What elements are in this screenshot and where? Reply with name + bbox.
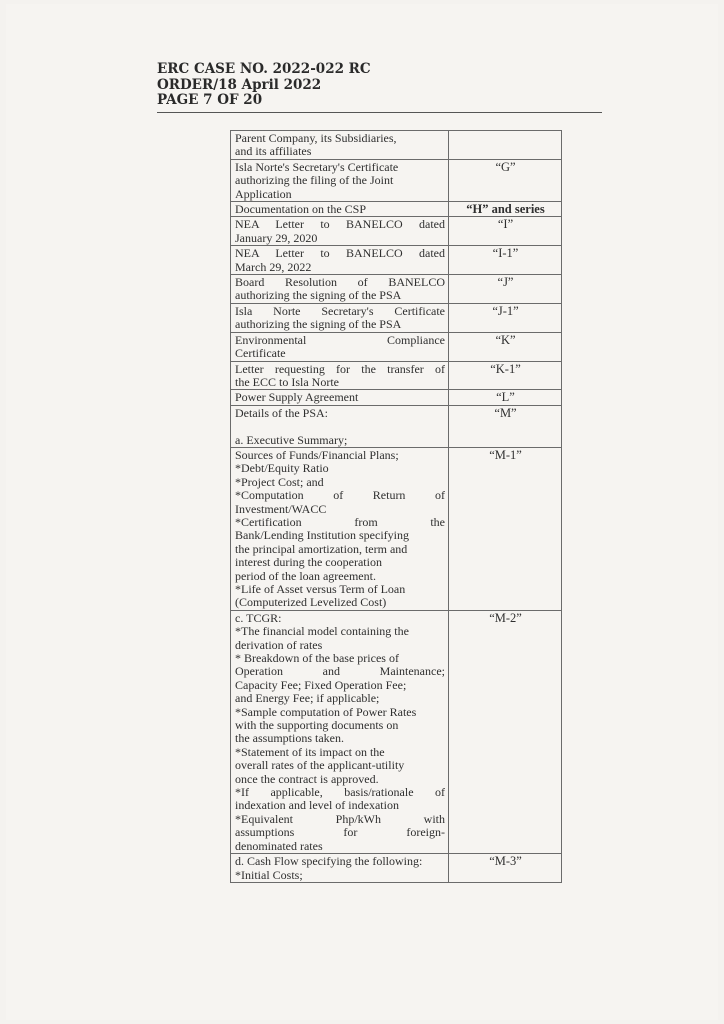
description-line: authorizing the filing of the Joint	[235, 173, 394, 188]
exhibit-label: “J”	[449, 275, 562, 304]
table-row	[231, 217, 562, 246]
exhibit-label: “L”	[449, 390, 562, 405]
row-description	[231, 275, 449, 304]
exhibit-label: “M-1”	[449, 447, 562, 610]
description-line: with the supporting documents on	[235, 718, 399, 733]
row-description	[231, 361, 449, 390]
description-line: *Debt/Equity Ratio	[235, 461, 329, 476]
description-line: Board Resolution of BANELCO	[235, 275, 445, 290]
exhibit-label: “I-1”	[449, 246, 562, 275]
description-line: *Certification from the	[235, 514, 445, 529]
description-line: indexation and level of indexation	[235, 798, 399, 813]
description-line: overall rates of the applicant-utility	[235, 758, 405, 773]
table-row	[231, 303, 562, 332]
row-description	[231, 303, 449, 332]
exhibit-label: “I”	[449, 217, 562, 246]
table-row	[231, 405, 562, 447]
table-row	[231, 361, 562, 390]
case-number: ERC CASE NO. 2022-022 RC	[157, 61, 371, 77]
table-row	[231, 275, 562, 304]
description-line: the assumptions taken.	[235, 731, 344, 746]
description-line: Investment/WACC	[235, 501, 327, 516]
description-line: *Project Cost; and	[235, 474, 324, 489]
table-row	[231, 447, 562, 610]
description-line	[235, 420, 445, 433]
description-line: *If applicable, basis/rationale of	[235, 785, 445, 800]
row-description	[231, 854, 449, 883]
description-line: Operation and Maintenance;	[235, 664, 445, 679]
description-line: NEA Letter to BANELCO dated	[235, 246, 445, 261]
page-number: PAGE 7 OF 20	[157, 92, 263, 108]
description-line: Power Supply Agreement	[235, 390, 359, 405]
description-line: *Equivalent Php/kWh with	[235, 811, 445, 826]
description-line: *The financial model containing the	[235, 624, 409, 639]
description-line: *Computation of Return of	[235, 488, 445, 503]
description-line: *Life of Asset versus Term of Loan	[235, 581, 406, 596]
header-rule	[157, 112, 602, 113]
description-line: Certificate	[235, 346, 286, 361]
exhibit-label: “M”	[449, 405, 562, 447]
description-line: Letter requesting for the transfer of	[235, 361, 445, 376]
description-line: NEA Letter to BANELCO dated	[235, 217, 445, 232]
description-line: period of the loan agreement.	[235, 568, 376, 583]
exhibit-label: “M-2”	[449, 610, 562, 853]
table-row	[231, 202, 562, 217]
row-description	[231, 332, 449, 361]
table-row	[231, 246, 562, 275]
exhibit-label: “J-1”	[449, 303, 562, 332]
description-line: denominated rates	[235, 838, 323, 853]
description-line: Isla Norte Secretary's Certificate	[235, 303, 445, 318]
table-row	[231, 390, 562, 405]
exhibit-label: “H” and series	[449, 202, 562, 217]
description-line: (Computerized Levelized Cost)	[235, 595, 387, 610]
description-line: derivation of rates	[235, 637, 323, 652]
description-line: Isla Norte's Secretary's Certificate	[235, 159, 399, 174]
description-line: * Breakdown of the base prices of	[235, 651, 399, 666]
description-line: d. Cash Flow specifying the following:	[235, 854, 423, 869]
table-row	[231, 610, 562, 853]
description-line: and Energy Fee; if applicable;	[235, 691, 380, 706]
description-line: the principal amortization, term and	[235, 541, 408, 556]
exhibit-label: “M-3”	[449, 854, 562, 883]
table-row	[231, 332, 562, 361]
table-row	[231, 854, 562, 883]
annex-table	[230, 130, 562, 883]
row-description	[231, 610, 449, 853]
row-description	[231, 217, 449, 246]
exhibit-label: “K”	[449, 332, 562, 361]
row-description	[231, 447, 449, 610]
exhibit-label	[449, 131, 562, 160]
description-line: Bank/Lending Institution specifying	[235, 528, 409, 543]
row-description	[231, 202, 449, 217]
description-line: authorizing the signing of the PSA	[235, 288, 402, 303]
description-line: the ECC to Isla Norte	[235, 374, 339, 389]
description-line: January 29, 2020	[235, 230, 318, 245]
exhibit-label: “K-1”	[449, 361, 562, 390]
description-line: *Initial Costs;	[235, 867, 303, 882]
row-description	[231, 131, 449, 160]
description-line: a. Executive Summary;	[235, 432, 348, 447]
description-line: Details of the PSA:	[235, 405, 328, 420]
description-line: authorizing the signing of the PSA	[235, 317, 402, 332]
description-line: c. TCGR:	[235, 610, 282, 625]
annex-table-body	[231, 131, 562, 883]
description-line: Parent Company, its Subsidiaries,	[235, 131, 397, 145]
order-date: ORDER/18 April 2022	[157, 76, 322, 93]
document-header	[157, 62, 371, 109]
row-description	[231, 390, 449, 405]
table-row	[231, 131, 562, 160]
description-line: Application	[235, 186, 292, 201]
description-line: March 29, 2022	[235, 259, 312, 274]
table-row	[231, 159, 562, 201]
description-line: Environmental Compliance	[235, 332, 445, 347]
description-line: Sources of Funds/Financial Plans;	[235, 447, 399, 462]
description-line: assumptions for foreign-	[235, 825, 445, 840]
description-line: and its affiliates	[235, 144, 312, 159]
description-line: interest during the cooperation	[235, 555, 382, 570]
description-line: Documentation on the CSP	[235, 202, 366, 217]
exhibit-label: “G”	[449, 159, 562, 201]
description-line: *Statement of its impact on the	[235, 744, 385, 759]
row-description	[231, 159, 449, 201]
description-line: *Sample computation of Power Rates	[235, 704, 417, 719]
row-description	[231, 405, 449, 447]
description-line: Capacity Fee; Fixed Operation Fee;	[235, 677, 407, 692]
description-line: once the contract is approved.	[235, 771, 379, 786]
row-description	[231, 246, 449, 275]
